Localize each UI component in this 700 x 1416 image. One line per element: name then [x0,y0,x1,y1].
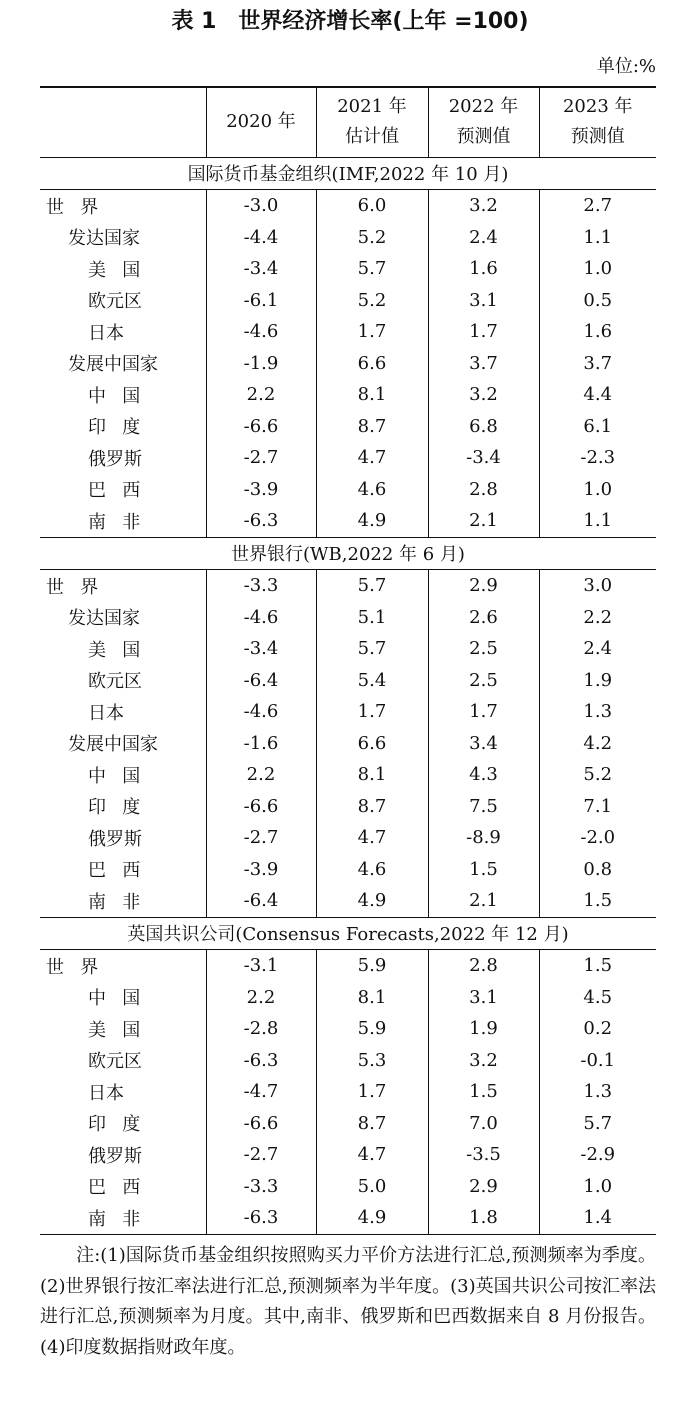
table-row [40,316,656,348]
value-cell: 8.1 [316,982,428,1014]
value-cell: 5.2 [316,285,428,317]
region-name: 日本 [88,702,124,724]
table-row [40,1202,656,1234]
table-row [40,222,656,254]
header-2023: 2023 年 预测值 [539,87,656,157]
table-row [40,1013,656,1045]
value-cell: 5.7 [316,570,428,602]
table-row [40,982,656,1014]
value-cell: 1.0 [539,253,656,285]
value-cell: 1.7 [428,316,539,348]
value-cell: -2.8 [206,1013,316,1045]
table-row [40,602,656,634]
table-row [40,474,656,506]
value-cell: 2.8 [428,474,539,506]
region-name: 发展中国家 [68,734,158,756]
value-cell: 7.5 [428,791,539,823]
table-notes: 注:(1)国际货币基金组织按照购买力平价方法进行汇总,预测频率为季度。(2)世界银行按汇率法进行汇总,预测频率为半年度。(3)英国共识公司按汇率法进行汇总,预测频率为月度。其中,南非、俄罗斯和巴西数据来自 8 月份报告。(4)印度数据指财政年度。 [40,1245,656,1358]
value-cell: 4.7 [316,1139,428,1171]
value-cell: 1.9 [539,665,656,697]
region-name: 中国 [88,385,157,407]
value-cell: -4.6 [206,602,316,634]
region-name: 南非 [88,511,157,533]
region-name: 美国 [88,1019,157,1041]
value-cell: 5.7 [316,633,428,665]
value-cell: -3.9 [206,474,316,506]
header-blank [40,87,206,157]
table-row [40,285,656,317]
value-cell: 1.7 [316,316,428,348]
value-cell: 5.4 [316,665,428,697]
value-cell: -3.4 [206,253,316,285]
value-cell: 2.8 [428,950,539,982]
table-row [40,950,656,982]
value-cell: -6.1 [206,285,316,317]
value-cell: 1.3 [539,1076,656,1108]
value-cell: -3.0 [206,190,316,222]
value-cell: 3.2 [428,379,539,411]
value-cell: 4.7 [316,822,428,854]
table-row [40,633,656,665]
table-row [40,885,656,917]
value-cell: -2.7 [206,442,316,474]
value-cell: 2.2 [206,759,316,791]
value-cell: 1.7 [316,1076,428,1108]
table-row [40,728,656,760]
region-name: 发展中国家 [68,354,158,376]
region-name: 印度 [88,417,157,439]
section-header [40,537,656,570]
value-cell: -6.4 [206,665,316,697]
value-cell: 1.5 [428,854,539,886]
value-cell: 3.2 [428,190,539,222]
region-name: 美国 [88,259,157,281]
table-row [40,791,656,823]
value-cell: 2.1 [428,505,539,537]
value-cell: 1.4 [539,1202,656,1234]
value-cell: -3.5 [428,1139,539,1171]
value-cell: 1.9 [428,1013,539,1045]
region-name: 日本 [88,322,124,344]
value-cell: 8.1 [316,379,428,411]
region-name: 世界 [46,196,115,218]
value-cell: 5.9 [316,1013,428,1045]
value-cell: 1.6 [428,253,539,285]
table-row [40,822,656,854]
value-cell: 1.7 [428,696,539,728]
value-cell: 5.2 [316,222,428,254]
value-cell: -6.6 [206,411,316,443]
table-row [40,505,656,537]
value-cell: 4.4 [539,379,656,411]
region-name: 俄罗斯 [88,1145,142,1167]
header-row [40,87,656,157]
value-cell: -2.0 [539,822,656,854]
table-row [40,1045,656,1077]
section-title: 国际货币基金组织(IMF,2022 年 10 月) [40,157,656,190]
region-name: 世界 [46,956,115,978]
value-cell: 1.1 [539,222,656,254]
table-row [40,759,656,791]
value-cell: 4.5 [539,982,656,1014]
region-name: 巴西 [88,480,157,502]
section-title: 世界银行(WB,2022 年 6 月) [40,537,656,570]
table-row [40,854,656,886]
value-cell: -3.3 [206,570,316,602]
region-name: 美国 [88,639,157,661]
value-cell: 1.6 [539,316,656,348]
value-cell: 4.6 [316,474,428,506]
table-row [40,253,656,285]
region-name: 发达国家 [68,608,140,630]
value-cell: 2.1 [428,885,539,917]
region-name: 印度 [88,797,157,819]
value-cell: 8.7 [316,791,428,823]
value-cell: 1.5 [539,885,656,917]
value-cell: -6.3 [206,1045,316,1077]
value-cell: -4.6 [206,696,316,728]
value-cell: -3.9 [206,854,316,886]
value-cell: 4.9 [316,885,428,917]
value-cell: 2.2 [539,602,656,634]
value-cell: 2.5 [428,633,539,665]
region-name: 发达国家 [68,228,140,250]
value-cell: -6.6 [206,1108,316,1140]
value-cell: 8.7 [316,411,428,443]
value-cell: 4.9 [316,1202,428,1234]
table-body [40,157,656,1234]
value-cell: 6.6 [316,348,428,380]
header-2022: 2022 年 预测值 [428,87,539,157]
region-name: 俄罗斯 [88,448,142,470]
value-cell: 0.8 [539,854,656,886]
value-cell: 8.7 [316,1108,428,1140]
table-row [40,379,656,411]
table-row [40,1076,656,1108]
value-cell: 3.1 [428,982,539,1014]
value-cell: 3.7 [428,348,539,380]
value-cell: 8.1 [316,759,428,791]
value-cell: -6.4 [206,885,316,917]
value-cell: 2.7 [539,190,656,222]
value-cell: 6.6 [316,728,428,760]
value-cell: 0.5 [539,285,656,317]
value-cell: 4.6 [316,854,428,886]
value-cell: 1.5 [539,950,656,982]
header-2020: 2020 年 [206,87,316,157]
table-row [40,696,656,728]
region-name: 世界 [46,576,115,598]
value-cell: 6.8 [428,411,539,443]
value-cell: 4.7 [316,442,428,474]
value-cell: -6.6 [206,791,316,823]
value-cell: -3.4 [206,633,316,665]
value-cell: -8.9 [428,822,539,854]
value-cell: 5.3 [316,1045,428,1077]
region-name: 印度 [88,1114,157,1136]
growth-table [40,86,656,1235]
value-cell: 2.9 [428,1171,539,1203]
table-row [40,348,656,380]
value-cell: 3.0 [539,570,656,602]
unit-label: 单位:% [596,56,656,77]
value-cell: -3.3 [206,1171,316,1203]
region-name: 南非 [88,891,157,913]
region-name: 欧元区 [88,291,142,313]
value-cell: -3.4 [428,442,539,474]
region-name: 俄罗斯 [88,828,142,850]
value-cell: 4.9 [316,505,428,537]
value-cell: 1.0 [539,474,656,506]
value-cell: 6.0 [316,190,428,222]
value-cell: -1.9 [206,348,316,380]
value-cell: 3.1 [428,285,539,317]
value-cell: 2.2 [206,379,316,411]
value-cell: 5.9 [316,950,428,982]
section-header [40,157,656,190]
value-cell: -2.9 [539,1139,656,1171]
region-name: 巴西 [88,860,157,882]
region-name: 中国 [88,765,157,787]
region-name: 南非 [40,1202,206,1234]
table-row [40,1108,656,1140]
value-cell: 7.0 [428,1108,539,1140]
value-cell: 2.2 [206,982,316,1014]
value-cell: 1.5 [428,1076,539,1108]
region-name: 欧元区 [88,671,142,693]
region-name: 欧元区 [88,1051,142,1073]
value-cell: 5.1 [316,602,428,634]
value-cell: -2.7 [206,822,316,854]
value-cell: 1.0 [539,1171,656,1203]
header-2021: 2021 年 估计值 [316,87,428,157]
value-cell: -2.3 [539,442,656,474]
value-cell: 4.2 [539,728,656,760]
value-cell: 4.3 [428,759,539,791]
value-cell: 2.4 [428,222,539,254]
table-title: 表 1 世界经济增长率(上年 =100) [171,9,529,34]
table-row [40,442,656,474]
value-cell: -6.3 [206,505,316,537]
value-cell: 2.4 [539,633,656,665]
value-cell: 1.1 [539,505,656,537]
value-cell: 1.3 [539,696,656,728]
region-name: 日本 [88,1082,124,1104]
value-cell: 7.1 [539,791,656,823]
value-cell: -4.6 [206,316,316,348]
value-cell: -0.1 [539,1045,656,1077]
value-cell: 5.2 [539,759,656,791]
table-row [40,1171,656,1203]
value-cell: 3.7 [539,348,656,380]
value-cell: 2.9 [428,570,539,602]
table-row [40,1139,656,1171]
value-cell: -6.3 [206,1202,316,1234]
value-cell: 3.2 [428,1045,539,1077]
value-cell: 5.7 [539,1108,656,1140]
value-cell: 0.2 [539,1013,656,1045]
value-cell: -2.7 [206,1139,316,1171]
value-cell: -1.6 [206,728,316,760]
value-cell: 1.7 [316,696,428,728]
section-header [40,917,656,950]
value-cell: 6.1 [539,411,656,443]
value-cell: -4.7 [206,1076,316,1108]
region-name: 巴西 [88,1177,157,1199]
value-cell: 5.7 [316,253,428,285]
table-row [40,190,656,222]
value-cell: 3.4 [428,728,539,760]
value-cell: -4.4 [206,222,316,254]
table-row [40,411,656,443]
region-name: 中国 [88,988,157,1010]
section-title: 英国共识公司(Consensus Forecasts,2022 年 12 月) [40,917,656,950]
value-cell: 2.5 [428,665,539,697]
value-cell: 2.6 [428,602,539,634]
table-row [40,570,656,602]
value-cell: 1.8 [428,1202,539,1234]
table-row [40,665,656,697]
value-cell: -3.1 [206,950,316,982]
value-cell: 5.0 [316,1171,428,1203]
